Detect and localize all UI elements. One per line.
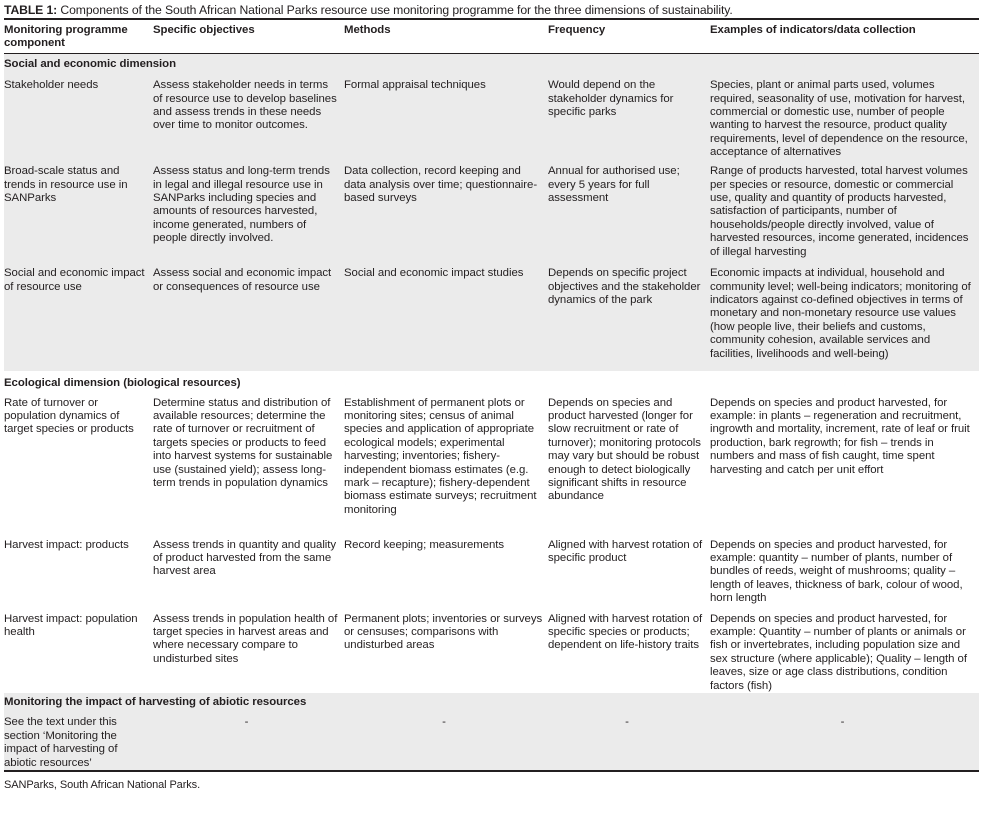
cell-component: Social and economic impact of resource use — [4, 265, 153, 371]
cell-methods: Social and economic impact studies — [344, 265, 548, 371]
table-caption-label: TABLE 1: — [4, 3, 58, 17]
cell-objectives: Assess trends in population health of target species in harvest areas and where necessary compare to undisturbed sites — [153, 612, 338, 665]
section-row-ecological — [4, 371, 979, 396]
cell-indicators: Species, plant or animal parts used, volumes required, seasonality of use, motivation for harvest, commercial or domestic use, number of people wanting to harvest the resource, product quality requirements, level of dependence on the resource, acceptance of alternatives — [710, 77, 979, 165]
table-caption — [4, 3, 979, 18]
cell-frequency: Depends on species and product harvested (longer for slow recruitment or rate of turnover); monitoring protocols may vary but should be robust enough to detect biologically significant shifts in resource abundance — [548, 396, 701, 503]
section-title: Social and economic dimension — [4, 53, 979, 77]
cell-methods: Data collection, record keeping and data analysis over time; questionnaire-based surveys — [344, 165, 548, 265]
table-row — [4, 613, 979, 693]
cell-indicators: Depends on species and product harvested, for example: Quantity – number of plants or animals or fish or invertebrates, including population size and sex structure (where applicable); Quality – length of leaves, size or age class distributions, condition factors (fish) — [710, 612, 967, 692]
cell-methods: Permanent plots; inventories or surveys or censuses; comparisons with undisturbed areas — [344, 612, 543, 652]
cell-indicators: Economic impacts at individual, household and community level; well-being indicators; monitoring of indicators against co-defined objectives in terms of monetary and non-monetary resource use values (how people live, their beliefs and customs, community cohesion, available services and facilities, livelihoods and well-being) — [710, 265, 979, 371]
section-row-social-economic — [4, 53, 979, 77]
section-title: Ecological dimension (biological resources) — [4, 377, 241, 390]
cell-component: Stakeholder needs — [4, 77, 153, 165]
cell-objectives: Assess trends in quantity and quality of product harvested from the same harvest area — [153, 538, 337, 578]
cell-frequency: - — [548, 715, 710, 771]
cell-component: Harvest impact: products — [4, 538, 129, 551]
header-indicators: Examples of indicators/data collection — [710, 24, 916, 36]
section-row-abiotic — [4, 693, 979, 715]
table-row — [4, 165, 979, 265]
table-caption-text: Components of the South African National Parks resource use monitoring programme for the three dimensions of sustainability. — [57, 3, 733, 17]
cell-indicators: Range of products harvested, total harvest volumes per species or resource, domestic or commercial use, quality and quantity of products harvested, satisfaction of participants, number of households/people directly involved, value of harvested resources, income generated, incidences of illegal harvesting — [710, 165, 979, 265]
section-title: Monitoring the impact of harvesting of abiotic resources — [4, 693, 979, 715]
header-methods: Methods — [344, 24, 391, 36]
cell-frequency: Would depend on the stakeholder dynamics for specific parks — [548, 77, 710, 165]
cell-indicators: Depends on species and product harvested, for example: in plants – regeneration and recruitment, ingrowth and mortality, increment, rate of leaf or fruit production, bark regrowth; for fish – trends in numbers and mass of fish caught, time spent harvesting and catch per unit effort — [710, 396, 970, 476]
table-row — [4, 715, 979, 771]
cell-objectives: Assess status and long-term trends in legal and illegal resource use in SANParks including species and amounts of resources harvested, income generated, numbers of people directly involved. — [153, 165, 344, 265]
table-row — [4, 397, 979, 537]
table-row — [4, 77, 979, 165]
cell-frequency: Aligned with harvest rotation of specific species or products; dependent on life-history traits — [548, 612, 703, 652]
cell-component: Broad-scale status and trends in resource use in SANParks — [4, 165, 153, 265]
cell-component: Harvest impact: population health — [4, 612, 138, 639]
header-frequency: Frequency — [548, 24, 606, 36]
cell-frequency: Aligned with harvest rotation of specific product — [548, 538, 703, 565]
cell-objectives: Determine status and distribution of available resources; determine the rate of turnover or recruitment of targets species or products to feed into harvest systems for sustainable use (sustained yield); assess long-term trends in population dynamics — [153, 396, 333, 490]
cell-objectives: Assess social and economic impact or consequences of resource use — [153, 265, 344, 371]
cell-indicators: Depends on species and product harvested, for example: quantity – number of plants, number of bundles of reeds, weight of mushrooms; quality – length of leaves, thickness of bark, colour of wood, horn length — [710, 538, 963, 605]
cell-methods: Formal appraisal techniques — [344, 77, 548, 165]
table-row — [4, 265, 979, 371]
cell-component: See the text under this section ‘Monitoring the impact of harvesting of abiotic resources’ — [4, 715, 153, 771]
cell-frequency: Depends on specific project objectives and the stakeholder dynamics of the park — [548, 265, 710, 371]
table-footnote: SANParks, South African National Parks. — [4, 779, 201, 792]
header-row — [4, 19, 979, 53]
header-component: Monitoring programme component — [4, 24, 128, 50]
cell-methods: Record keeping; measurements — [344, 538, 505, 551]
cell-frequency: Annual for authorised use; every 5 years for full assessment — [548, 165, 710, 265]
table-row — [4, 537, 979, 613]
monitoring-table — [4, 18, 979, 772]
cell-indicators: - — [710, 715, 979, 771]
header-objectives: Specific objectives — [153, 24, 255, 36]
cell-methods: Establishment of permanent plots or monitoring sites; census of animal species and application of appropriate ecological models; experimental harvesting; inventories; fishery-independent biomass estimates (e.g. mark – recapture); fishery-dependent biomass estimate surveys; recruitment monitoring — [344, 396, 537, 516]
cell-objectives: - — [153, 715, 344, 771]
cell-objectives: Assess stakeholder needs in terms of resource use to develop baselines and assess trends in these needs over time to monitor outcomes. — [153, 77, 344, 165]
cell-component: Rate of turnover or population dynamics of target species or products — [4, 396, 134, 436]
cell-methods: - — [344, 715, 548, 771]
table-figure — [4, 3, 979, 791]
